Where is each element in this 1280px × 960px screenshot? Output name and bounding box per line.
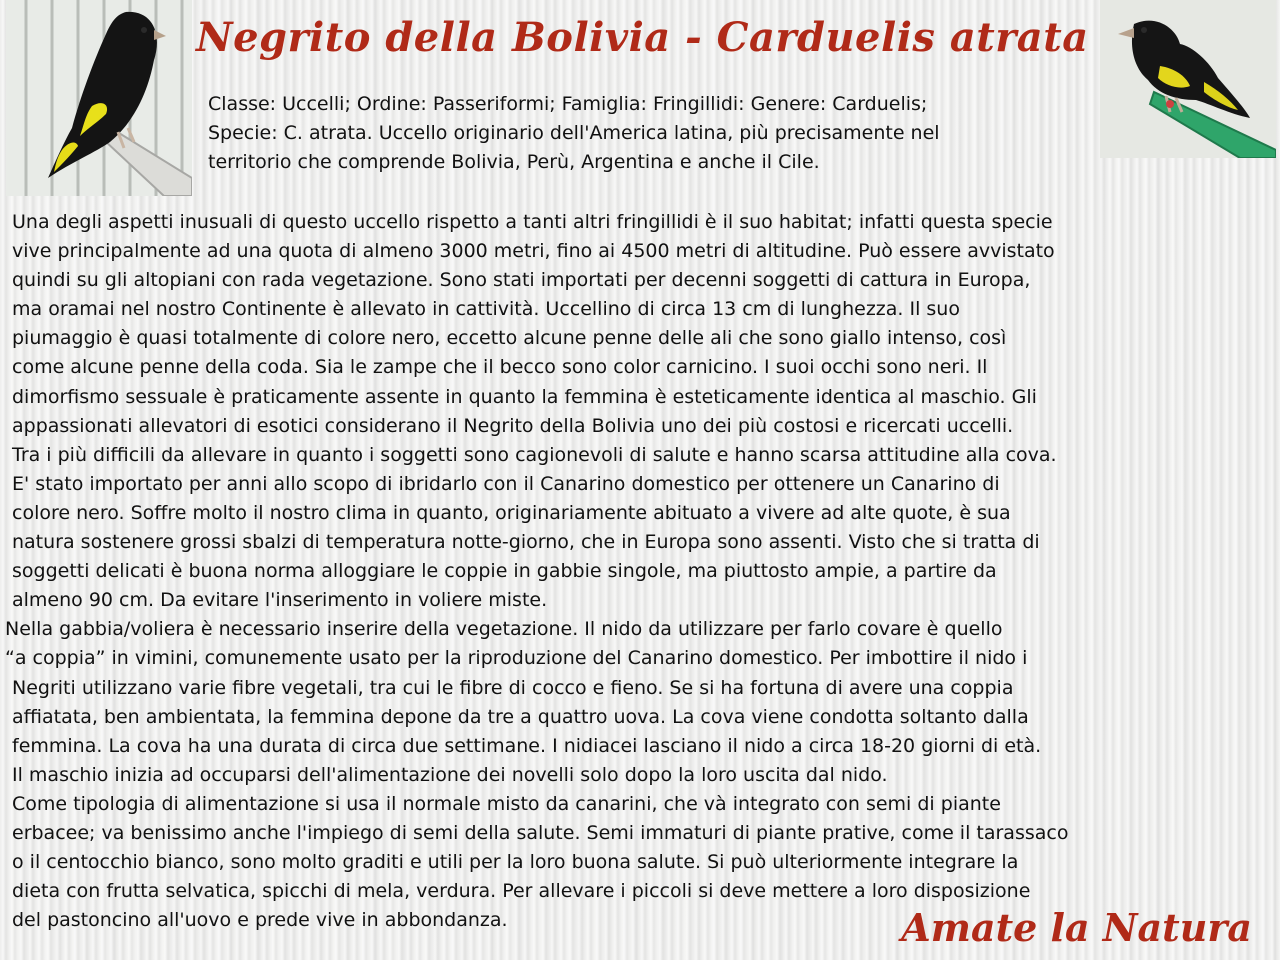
bird-photo-left [6, 0, 192, 196]
body-line: soggetti delicati è buona norma alloggiare le coppie in gabbie singole, ma piuttosto ampie, a partire da [12, 560, 997, 583]
body-line: piumaggio è quasi totalmente di colore nero, eccetto alcune penne delle ali che sono giallo intenso, così [12, 327, 1007, 350]
body-line: erbacee; va benissimo anche l'impiego di semi della salute. Semi immaturi di piante prative, come il tarassaco [12, 821, 1069, 844]
body-line: Nella gabbia/voliera è necessario inserire della vegetazione. Il nido da utilizzare per farlo covare è quello [5, 618, 1003, 641]
intro-line: territorio che comprende Bolivia, Perù, Argentina e anche il Cile. [208, 151, 820, 173]
footer-signature: Amate la Natura [901, 905, 1252, 950]
body-line: E' stato importato per anni allo scopo di ibridarlo con il Canarino domestico per ottenere un Canarino di [12, 472, 1000, 495]
body-line: Tra i più difficili da allevare in quanto i soggetti sono cagionevoli di salute e hanno scarsa attitudine alla cova. [12, 443, 1057, 466]
body-line: del pastoncino all'uovo e prede vive in abbondanza. [12, 909, 508, 932]
body-line: appassionati allevatori di esotici considerano il Negrito della Bolivia uno dei più costosi e ricercati uccelli. [12, 414, 1014, 437]
body-line: “a coppia” in vimini, comunemente usato per la riproduzione del Canarino domestico. Per imbottire il nido i [5, 647, 1028, 670]
body-line: come alcune penne della coda. Sia le zampe che il becco sono color carnicino. I suoi occhi sono neri. Il [12, 356, 988, 379]
intro-paragraph [208, 90, 1098, 177]
body-line: dimorfismo sessuale è praticamente assente in quanto la femmina è esteticamente identica al maschio. Gli [12, 385, 1037, 408]
body-line: colore nero. Soffre molto il nostro clima in quanto, originariamente abituato a vivere ad alte quote, è sua [12, 501, 1011, 524]
body-line: Come tipologia di alimentazione si usa il normale misto da canarini, che và integrato con semi di piante [12, 792, 1001, 815]
intro-line: Classe: Uccelli; Ordine: Passeriformi; Famiglia: Fringillidi: Genere: Carduelis; [208, 93, 928, 115]
body-line: vive principalmente ad una quota di almeno 3000 metri, fino ai 4500 metri di altitudine. Può essere avvistato [12, 240, 1055, 263]
body-line: Una degli aspetti inusuali di questo uccello rispetto a tanti altri fringillidi è il suo habitat; infatti questa specie [12, 211, 1053, 233]
bird-photo-right [1100, 0, 1276, 158]
body-line: femmina. La cova ha una durata di circa due settimane. I nidiacei lasciano il nido a circa 18-20 giorni di età. [12, 734, 1042, 757]
body-line: affiatata, ben ambientata, la femmina depone da tre a quattro uova. La cova viene condotta soltanto dalla [12, 705, 1029, 728]
body-line: natura sostenere grossi sbalzi di temperatura notte-giorno, che in Europa sono assenti. Visto che si tratta di [12, 531, 1040, 554]
body-line: dieta con frutta selvatica, spicchi di mela, verdura. Per allevare i piccoli si deve mettere a loro disposizione [12, 880, 1031, 903]
body-text [5, 208, 1212, 935]
body-line: ma oramai nel nostro Continente è allevato in cattività. Uccellino di circa 13 cm di lunghezza. Il suo [12, 298, 960, 321]
body-line: Il maschio inizia ad occuparsi dell'alimentazione dei novelli solo dopo la loro uscita dal nido. [12, 763, 888, 786]
intro-line: Specie: C. atrata. Uccello originario dell'America latina, più precisamente nel [208, 122, 940, 144]
body-line: quindi su gli altopiani con rada vegetazione. Sono stati importati per decenni soggetti di cattura in Europa, [12, 269, 1031, 292]
body-line: almeno 90 cm. Da evitare l'inserimento in voliere miste. [12, 589, 548, 612]
body-line: o il centocchio bianco, sono molto graditi e utili per la loro buona salute. Si può ulteriormente integrare la [12, 851, 1019, 874]
body-line: Negriti utilizzano varie fibre vegetali, tra cui le fibre di cocco e fieno. Se si ha fortuna di avere una coppia [12, 676, 1014, 699]
page-title: Negrito della Bolivia - Carduelis atrata [196, 14, 1089, 61]
